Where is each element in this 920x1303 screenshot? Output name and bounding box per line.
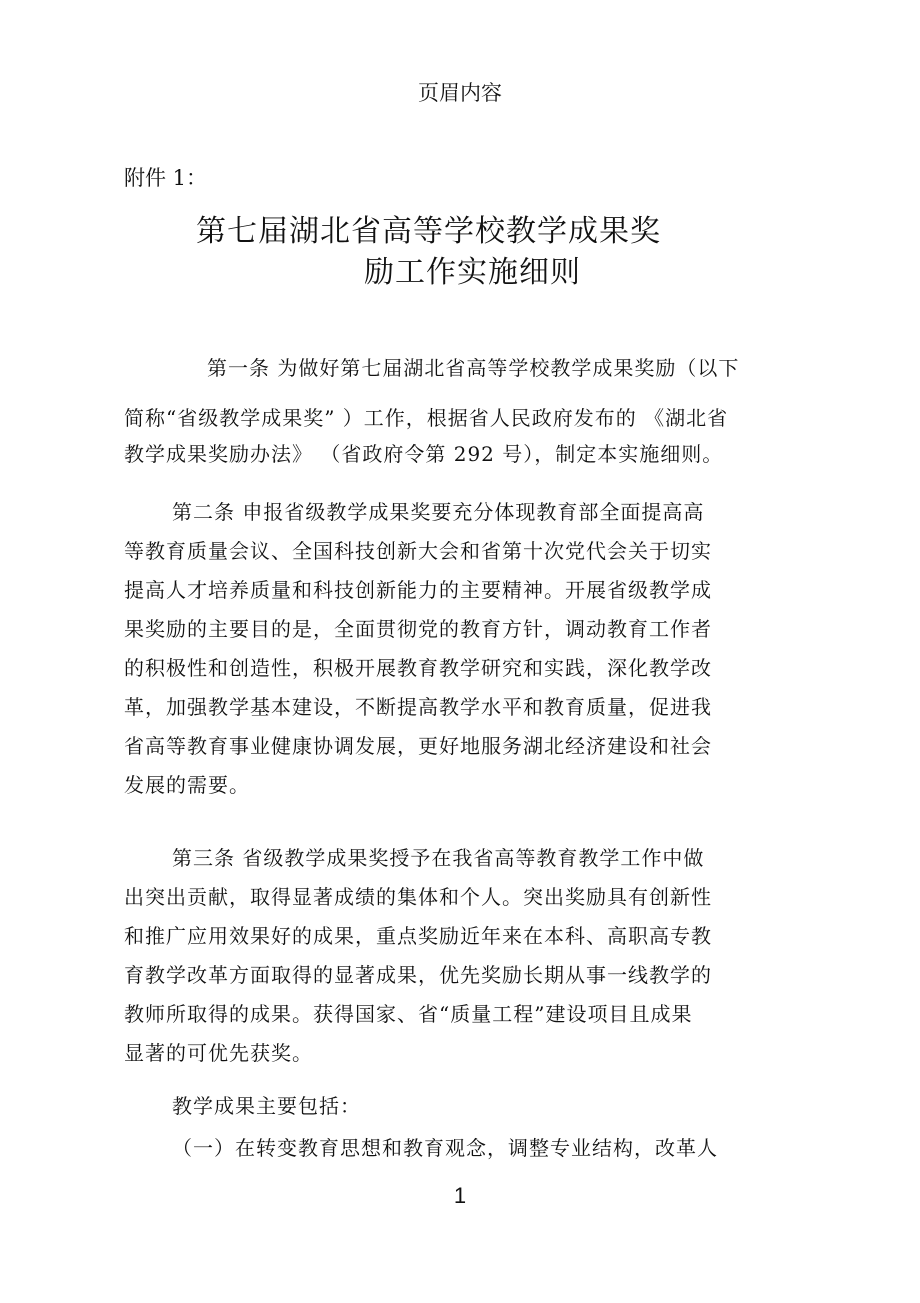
article-1-line-2: 简称“省级教学成果奖” ）工作，根据省人民政府发布的 《湖北省	[124, 406, 729, 430]
article-3-line-6: 显著的可优先获奖。	[124, 1041, 313, 1065]
article-2-line-3: 提高人才培养质量和科技创新能力的主要精神。开展省级教学成	[124, 578, 712, 602]
document-title-line-2: 励工作实施细则	[364, 255, 581, 290]
article-3-line-3: 和推广应用效果好的成果，重点奖励近年来在本科、高职高专教	[124, 924, 712, 948]
article-3-line-4: 育教学改革方面取得的显著成果，优先奖励长期从事一线教学的	[124, 963, 712, 987]
page-number: 1	[453, 1183, 467, 1208]
article-2-line-2: 等教育质量会议、全国科技创新大会和省第十次党代会关于切实	[124, 539, 712, 563]
article-2-line-4: 果奖励的主要目的是，全面贯彻党的教育方针，调动教育工作者	[124, 617, 712, 641]
article-1-line-3: 教学成果奖励办法》 （省政府令第 292 号），制定本实施细则。	[124, 442, 724, 466]
document-title-line-1: 第七届湖北省高等学校教学成果奖	[196, 214, 661, 249]
article-2-line-5: 的积极性和创造性，积极开展教育教学研究和实践，深化教学改	[124, 656, 712, 680]
article-2-line-6: 革，加强教学基本建设，不断提高教学水平和教育质量，促进我	[124, 695, 712, 719]
achievements-intro: 教学成果主要包括：	[172, 1094, 361, 1118]
article-2-line-7: 省高等教育事业健康协调发展，更好地服务湖北经济建设和社会	[124, 734, 712, 758]
achievements-item-1: （一）在转变教育思想和教育观念，调整专业结构，改革人	[172, 1136, 718, 1160]
article-3-line-2: 出突出贡献，取得显著成绩的集体和个人。突出奖励具有创新性	[124, 885, 712, 909]
article-2-line-1: 第二条 申报省级教学成果奖要充分体现教育部全面提高高	[172, 500, 705, 524]
article-2-line-8: 发展的需要。	[124, 773, 250, 797]
article-1-line-1: 第一条 为做好第七届湖北省高等学校教学成果奖励（以下	[207, 356, 740, 380]
article-3-line-5: 教师所取得的成果。获得国家、省“质量工程”建设项目且成果	[124, 1002, 693, 1026]
page-header: 页眉内容	[418, 81, 502, 105]
article-3-line-1: 第三条 省级教学成果奖授予在我省高等教育教学工作中做	[172, 846, 705, 870]
attachment-label: 附件 1：	[124, 166, 208, 190]
